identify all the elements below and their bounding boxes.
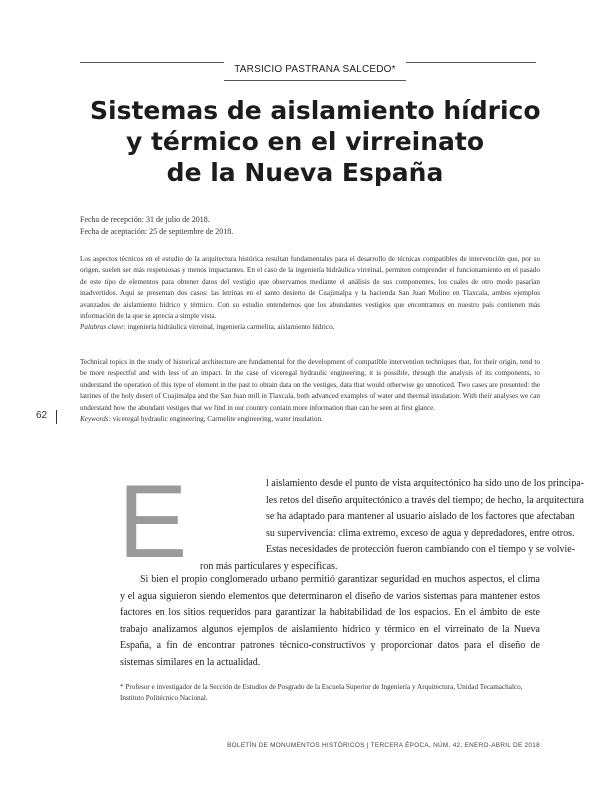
author-name: TARSICIO PASTRANA SALCEDO*	[234, 64, 396, 75]
author-footnote: * Profesor e investigador de la Sección de Estudios de Posgrado de la Escuela Superior de Ingeniería y Arquitectura, Unidad Tecamachalco, Instituto Politécnico Nacional.	[120, 683, 523, 703]
submission-dates	[80, 214, 540, 238]
page-number: 62	[36, 410, 48, 421]
title-line-1: Sistemas de aislamiento hídrico	[90, 96, 541, 125]
abstract-english	[80, 357, 540, 425]
received-date: Fecha de recepción: 31 de julio de 2018.	[80, 215, 210, 224]
title-line-2: y térmico en el virreinato	[125, 127, 485, 156]
header-rule-left	[80, 62, 224, 63]
abstract-spanish	[80, 254, 540, 334]
header-rule-right	[406, 62, 536, 63]
body-paragraph-2: Si bien el propio conglomerado urbano permitió garantizar seguridad en muchos aspectos, el clima y el agua siguieron siendo elementos que determinaron el diseño de varios sistemas para mantener estos factores en los sitios requeridos para garantizar la habitabilidad de los espacios. En el ámbito de este trabajo analizamos algunos ejemplos de aislamiento hídrico y térmico en el virreinato de la Nueva España, a fin de encontrar patrones técnico-constructivos y proporcionar datos para el diseño de sistemas similares en la actualidad.	[120, 574, 540, 668]
body-line: ron más particulares y específicas.	[200, 561, 338, 572]
body-line: Estas necesidades de protección fueron cambiando con el tiempo y se volvie-	[266, 544, 576, 556]
keywords-spanish-list: ingeniería hidráulica virreinal, ingeniería carmelita, aislamiento hídrico.	[125, 323, 335, 332]
keywords-english-list: viceregal hydraulic engineering, Carmelite engineering, water insulation.	[110, 415, 323, 424]
title-line-3: de la Nueva España	[166, 158, 444, 187]
abstract-english-text: Technical topics in the study of historical architecture are fundamental for the development of compatible intervention techniques that, for their origin, tend to be more respectful and with less of an impact. In the case of viceregal hydraulic engineering, it is possible, through the analysis of its components, to understand the operation of this type of element in the past to obtain data on the vestiges, data that would otherwise go unnoticed. Two cases are presented: the latrines of the holy desert of Cuajimalpa and the San Juan mill in Tlaxcala, both advanced examples of water and thermal insulation. With their analyses we can understand how the abundant vestiges that we find in our country contain more information than can be seen at first glance.	[80, 358, 540, 412]
body-line: se ha adaptado para mantener al usuario aislado de los factores que afectaban	[266, 511, 575, 523]
body-line: les retos del diseño arquitectónico a través del tiempo; de hecho, la arquitectura	[266, 494, 584, 506]
body-line: l aislamiento desde el punto de vista arquitectónico ha sido uno de los principa-	[266, 478, 584, 489]
keywords-spanish	[80, 322, 540, 333]
article-title	[90, 95, 541, 188]
keywords-spanish-label: Palabras clave:	[80, 323, 126, 332]
abstract-spanish-text: Los aspectos técnicos en el estudio de la arquitectura histórica resultan fundamentales para el desarrollo de técnicas compatibles de intervención que, por su origen, suelen ser más respetuosas y menos impactantes. En el caso de la ingeniería hidráulica virreinal, permiten comprender el funcionamiento en el pasado de este tipo de elementos para obtener datos del vestigio que observamos mediante el análisis de sus componentes, los cuales de otro modo pasarían inadvertidos. Aquí se presentan dos casos: las letrinas en el santo desierto de Cuajimalpa y la hacienda San Juan Molino en Tlaxcala, ambos ejemplos avanzados de aislamiento hídrico y térmico. Con su estudio entendemos que los abundantes vestigios que encontramos en nuestro país contienen más información de la que se aprecia a simple vista.	[80, 255, 540, 321]
body-line: su supervivencia: clima extremo, exceso de agua y depredadores, entre otros.	[266, 527, 575, 539]
page-number-rule	[56, 410, 57, 424]
journal-footer: BOLETÍN DE MONUMENTOS HISTÓRICOS | TERCERA ÉPOCA, NÚM. 42, ENERO-ABRIL DE 2018	[227, 742, 540, 749]
keywords-english	[80, 414, 540, 425]
header-rule-bottom	[224, 80, 406, 81]
keywords-english-label: Keywords:	[80, 415, 111, 424]
drop-cap-letter: E	[118, 464, 188, 580]
accepted-date: Fecha de aceptación: 25 de septiembre de 2018.	[80, 227, 234, 236]
